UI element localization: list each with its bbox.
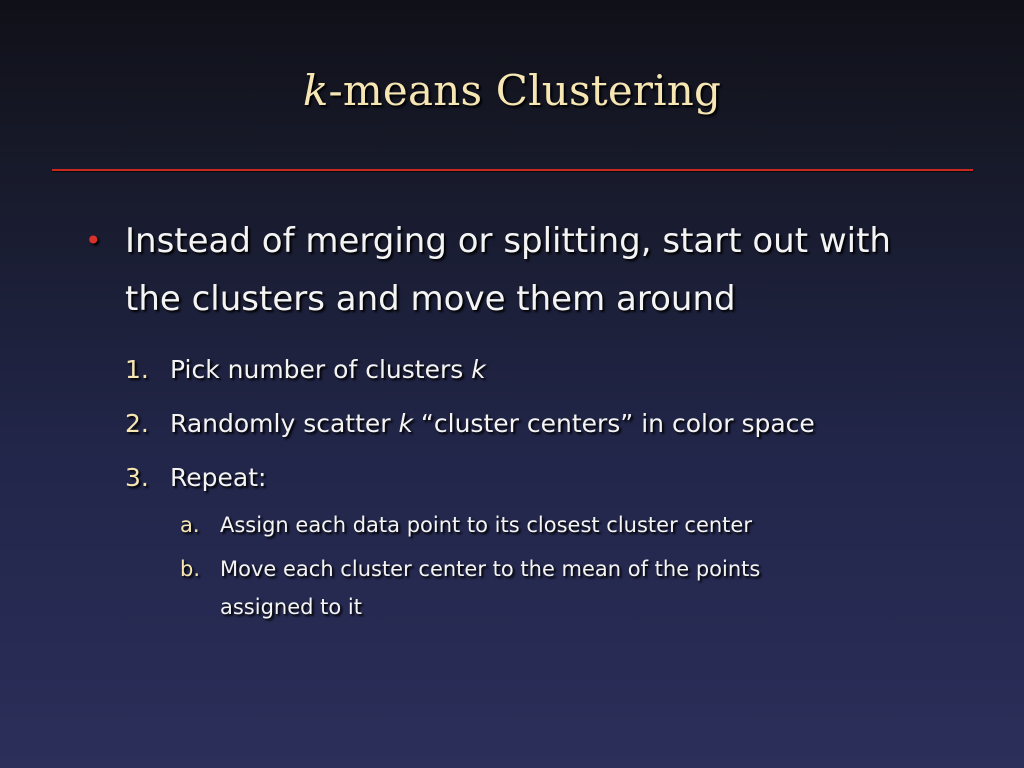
substep-text: Assign each data point to its closest cluster center — [220, 513, 752, 537]
step-italic-k: k — [471, 355, 486, 384]
step-text-part: Pick number of clusters — [170, 355, 472, 384]
step-text-after: “cluster centers” in color space — [412, 409, 815, 438]
main-bullet-text: Instead of merging or splitting, start out with the clusters and move them around — [125, 221, 891, 319]
step-text — [170, 348, 486, 392]
numbered-steps — [125, 348, 925, 510]
step-text-part: Randomly scatter — [170, 409, 399, 438]
step-italic-k: k — [398, 409, 413, 438]
substep-item-a — [180, 506, 820, 544]
step-marker: 3. — [125, 463, 149, 492]
step-item-3 — [125, 456, 925, 510]
step-text — [170, 402, 815, 446]
sub-steps — [180, 506, 820, 632]
step-marker: 1. — [125, 355, 149, 384]
step-text-part: Repeat: — [170, 463, 267, 492]
substep-text: Move each cluster center to the mean of the points assigned to it — [220, 557, 761, 619]
main-bullet — [85, 212, 955, 328]
substep-marker: b. — [180, 557, 201, 581]
title-italic-k: k — [302, 66, 329, 115]
bullet-dot-icon: • — [85, 224, 102, 257]
step-marker: 2. — [125, 409, 149, 438]
step-item-1 — [125, 348, 925, 402]
slide-title — [0, 66, 1024, 115]
title-divider — [52, 169, 973, 171]
step-text — [170, 456, 266, 500]
step-item-2 — [125, 402, 925, 456]
title-rest: -means Clustering — [328, 66, 722, 115]
substep-marker: a. — [180, 513, 200, 537]
substep-item-b — [180, 550, 820, 626]
